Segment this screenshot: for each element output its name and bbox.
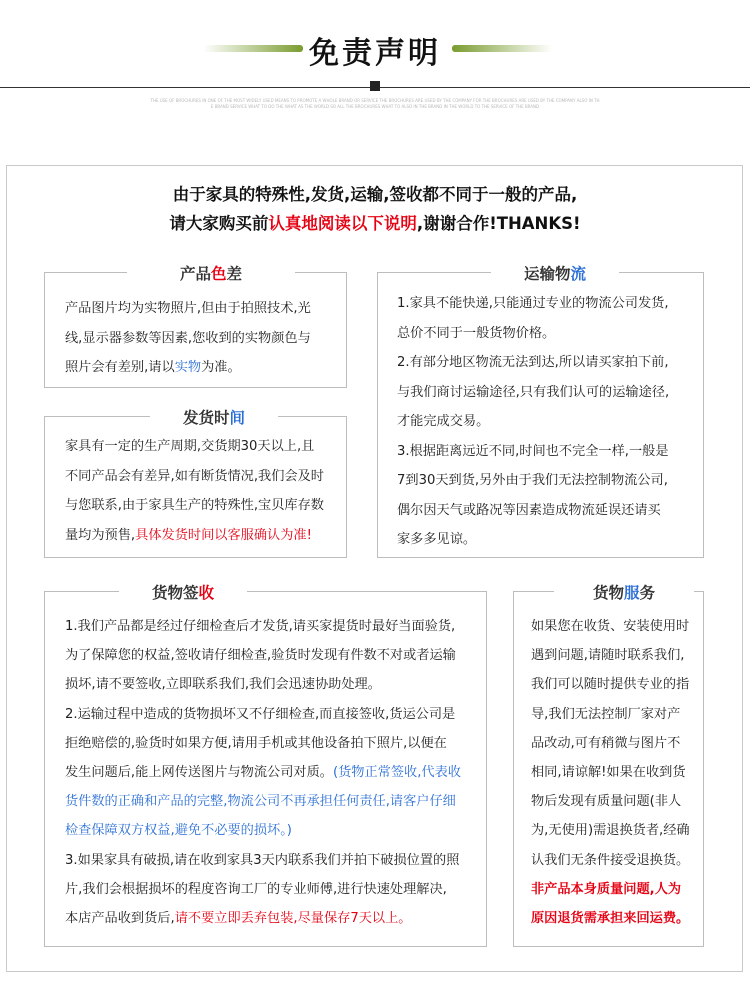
service-title: 货物服务	[554, 581, 694, 603]
intro-line-2-highlight: 认真地阅读以下说明	[268, 214, 417, 233]
shipping-time-title: 发货时间	[150, 406, 278, 428]
receipt-title: 货物签收	[119, 581, 247, 603]
receipt-text: 1.我们产品都是经过仔细检查后才发货,请买家提货时最好当面验货, 为了保障您的权益,签收请仔细检查,验货时发现有件数不对或者运输 损坏,请不要签收,立即联系我们,我们会迅速协助处理。 2.运输过程中造成的货物损坏又不仔细检查,而直接签收,货运公司是 拒绝赔偿的,验货时如果方便,请用手机或其他设备拍下照片,以便在 发生问题后,能上网传送图片与物流公司对质。(货物正常签收,代表收 货件数的正确和产品的完整,物流公司不再承担任何责任,请客户仔细 检查保障双方权益,避免不必要的损坏。) 3.如果家具有破损,请在收到家具3天内联系我们并拍下破损位置的照 片,我们会根据损坏的程度咨询工厂的专业师傅,进行快速处理解决, 本店产品收到货后,请不要立即丢弃包装,尽量保存7天以上。	[65, 619, 461, 927]
color-diff-text: 产品图片均为实物照片,但由于拍照技术,光 线,显示器参数等因素,您收到的实物颜色与 照片会有差别,请以实物为准。	[65, 301, 311, 375]
service-text: 如果您在收货、安装使用时 遇到问题,请随时联系我们, 我们可以随时提供专业的指 导,我们无法控制厂家对产 品改动,可有稍微与图片不 相同,请谅解!如果在收到货 物后发现有质量问题(非人 为,无使用)需退换货者,经确 认我们无条件接受退换货。 非产品本身质量问题,人为 原因退货需承担来回运费。	[531, 619, 690, 927]
intro-line-2-pre: 请大家购买前	[169, 214, 269, 233]
intro-line-1: 由于家具的特殊性,发货,运输,签收都不同于一般的产品,	[172, 185, 578, 204]
color-diff-title: 产品色差	[127, 262, 295, 284]
header-subtitle: THE USE OF BROCHURES IN ONE OF THE MOST WIDELY USED MEANS TO PROMOTE A WHOLE BRAND OR SERVICE THE BROCHURES ARE USED BY THE COMPANY FOR THE BROCHURES ARE USED BY THE COMPANY ALSO IN THE BRAND SERVICE WHAT TO DO THE WHAT AS THE WORLD SO ALL THE BROCHURES WHAT TO ALSO IN THE BRAND IN THE WORLD TO THE SERVICE OF THE BRAND	[150, 98, 600, 109]
logistics-title: 运输物流	[491, 262, 619, 284]
logistics-text: 1.家具不能快递,只能通过专业的物流公司发货, 总价不同于一般货物价格。 2.有部分地区物流无法到达,所以请买家拍下前, 与我们商讨运输途径,只有我们认可的运输途径, 才能完成交易。 3.根据距离远近不同,时间也不完全一样,一般是 7到30天到货,另外由于我们无法控制物流公司, 偶尔因天气或路况等因素造成物流延误还请买 家多多见谅。	[397, 296, 670, 547]
page-title: 免责声明	[309, 36, 441, 71]
divider-square-icon	[370, 81, 380, 91]
shipping-time-text: 家具有一定的生产周期,交货期30天以上,且 不同产品会有差异,如有断货情况,我们会及时 与您联系,由于家具生产的特殊性,宝贝库存数 量均为预售,具体发货时间以客服确认为准!	[65, 439, 324, 543]
intro-line-2	[0, 210, 750, 234]
intro-line-2-post: ,谢谢合作!THANKS!	[416, 214, 581, 233]
